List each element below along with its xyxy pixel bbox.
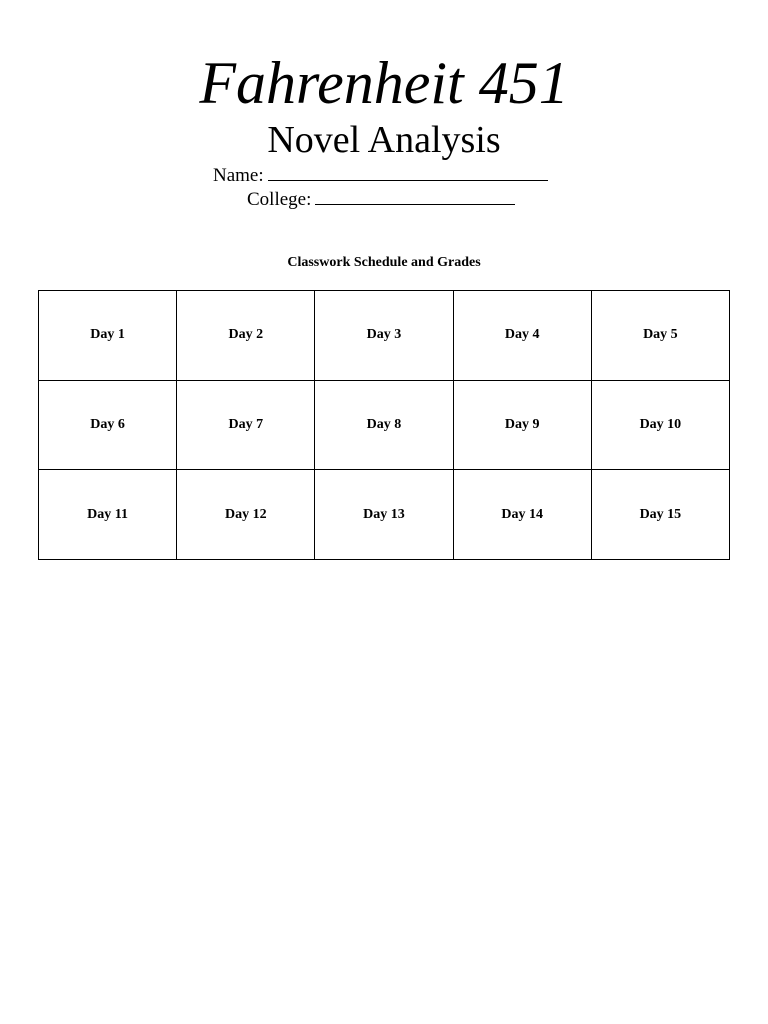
document-title: Fahrenheit 451 xyxy=(199,50,569,116)
college-field xyxy=(247,187,515,211)
table-cell: Day 14 xyxy=(453,470,591,560)
table-cell: Day 13 xyxy=(315,470,453,560)
table-cell: Day 12 xyxy=(177,470,315,560)
table-cell: Day 3 xyxy=(315,291,453,381)
document-subtitle: Novel Analysis xyxy=(267,119,501,161)
table-cell: Day 6 xyxy=(39,380,177,470)
table-cell: Day 1 xyxy=(39,291,177,381)
schedule-heading: Classwork Schedule and Grades xyxy=(287,255,481,270)
table-cell: Day 11 xyxy=(39,470,177,560)
schedule-table xyxy=(38,290,730,560)
name-field xyxy=(213,163,548,187)
table-cell: Day 5 xyxy=(591,291,729,381)
table-row xyxy=(39,470,730,560)
table-cell: Day 7 xyxy=(177,380,315,470)
table-cell: Day 2 xyxy=(177,291,315,381)
table-cell: Day 10 xyxy=(591,380,729,470)
college-blank-line xyxy=(315,187,515,205)
table-row xyxy=(39,380,730,470)
table-cell: Day 9 xyxy=(453,380,591,470)
college-label: College: xyxy=(247,189,312,210)
name-label: Name: xyxy=(213,165,264,186)
table-cell: Day 8 xyxy=(315,380,453,470)
table-cell: Day 15 xyxy=(591,470,729,560)
table-cell: Day 4 xyxy=(453,291,591,381)
name-blank-line xyxy=(268,163,548,181)
table-row xyxy=(39,291,730,381)
